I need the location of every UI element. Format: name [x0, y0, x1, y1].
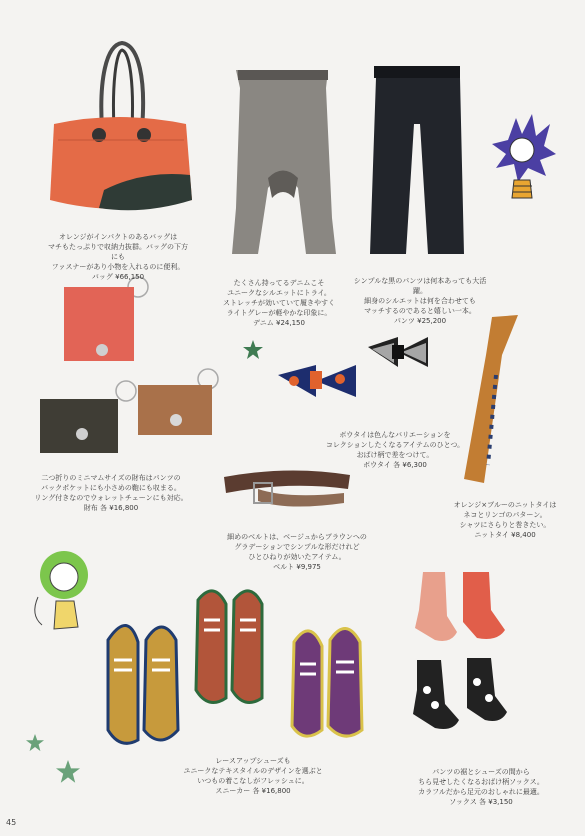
socks-price: ソックス 各 ¥3,150	[449, 798, 513, 806]
pants-description: シンプルな黒のパンツは何本あっても大活躍。 細身のシルエットは何を合わせても マッチするのであると嬉しい一本。	[353, 277, 487, 315]
bowties-image	[276, 335, 456, 415]
bowtie-caption	[320, 420, 470, 480]
grey-denim-image	[228, 68, 338, 258]
green-star-decoration-3	[56, 760, 80, 784]
sneakers-image	[98, 580, 398, 750]
ghost-monster-illustration	[488, 110, 558, 205]
sneakers-caption	[168, 746, 338, 806]
socks-image	[405, 570, 515, 745]
denim-caption	[214, 268, 344, 338]
green-star-decoration	[243, 340, 263, 360]
socks-description: パンツの裾とシューズの間から ちら見せしたくなるおばけ柄ソックス。 カラフルだから足元のおしゃれに最適。	[418, 768, 544, 796]
page-number: 45	[6, 818, 17, 827]
knit-necktie-image	[462, 315, 532, 485]
bowtie-price: ボウタイ 各 ¥6,300	[363, 461, 427, 469]
bag-caption	[48, 222, 188, 292]
wallet-price: 財布 各 ¥16,800	[83, 504, 139, 512]
socks-caption	[406, 757, 556, 817]
bowtie-description: ボウタイは色んなバリエーションを コレクションしたくなるアイテムのひとつ。 おばけ柄で差をつけて。	[325, 431, 465, 459]
lion-illustration	[28, 545, 103, 645]
necktie-price: ニットタイ ¥8,400	[474, 531, 536, 539]
denim-price: デニム ¥24,150	[253, 319, 305, 327]
necktie-description: オレンジ×ブルーのニットタイは ネコとリンゴのパターン。 シャツにさらりと巻きたい。	[453, 501, 557, 529]
bag-price: バッグ ¥66,150	[91, 273, 145, 281]
wallets-image	[38, 275, 218, 457]
belt-price: ベルト ¥9,975	[273, 563, 321, 571]
sneakers-price: スニーカー 各 ¥16,800	[215, 787, 291, 795]
orange-bag-image	[44, 40, 194, 220]
wallet-description: 二つ折りのミニマムサイズの財布はパンツの バックポケットにも小さめの鞄にも収まる。 リング付きなのでウォレットチェーンにも対応。	[34, 474, 188, 502]
pants-caption	[350, 266, 490, 336]
bag-description: オレンジがインパクトのあるバッグは マチもたっぷりで収納力抜群。バッグの下方にも ファスナーがあり小物を入れるのに便利。	[48, 233, 188, 271]
belt-description: 細めのベルトは、ベージュからブラウンへの グラデーションでシンプルな形だけれど ひとひねりが効いたアイテム。	[227, 533, 367, 561]
green-star-decoration-2	[26, 734, 44, 752]
wallet-caption	[26, 463, 196, 523]
belt-caption	[222, 522, 372, 582]
black-pants-image	[368, 64, 468, 256]
necktie-caption	[445, 490, 565, 550]
pants-price: パンツ ¥25,200	[393, 317, 447, 325]
denim-description: たくさん持ってるデニムこそ ユニークなシルエットにトライ。 ストレッチが効いていて履きやすく ライトグレーが軽やかな印象に。	[223, 279, 335, 317]
sneakers-description: レースアップシューズも ユニークなテキスタイルのデザインを選ぶと いつもの着こなしがフレッシュに。	[183, 757, 323, 785]
